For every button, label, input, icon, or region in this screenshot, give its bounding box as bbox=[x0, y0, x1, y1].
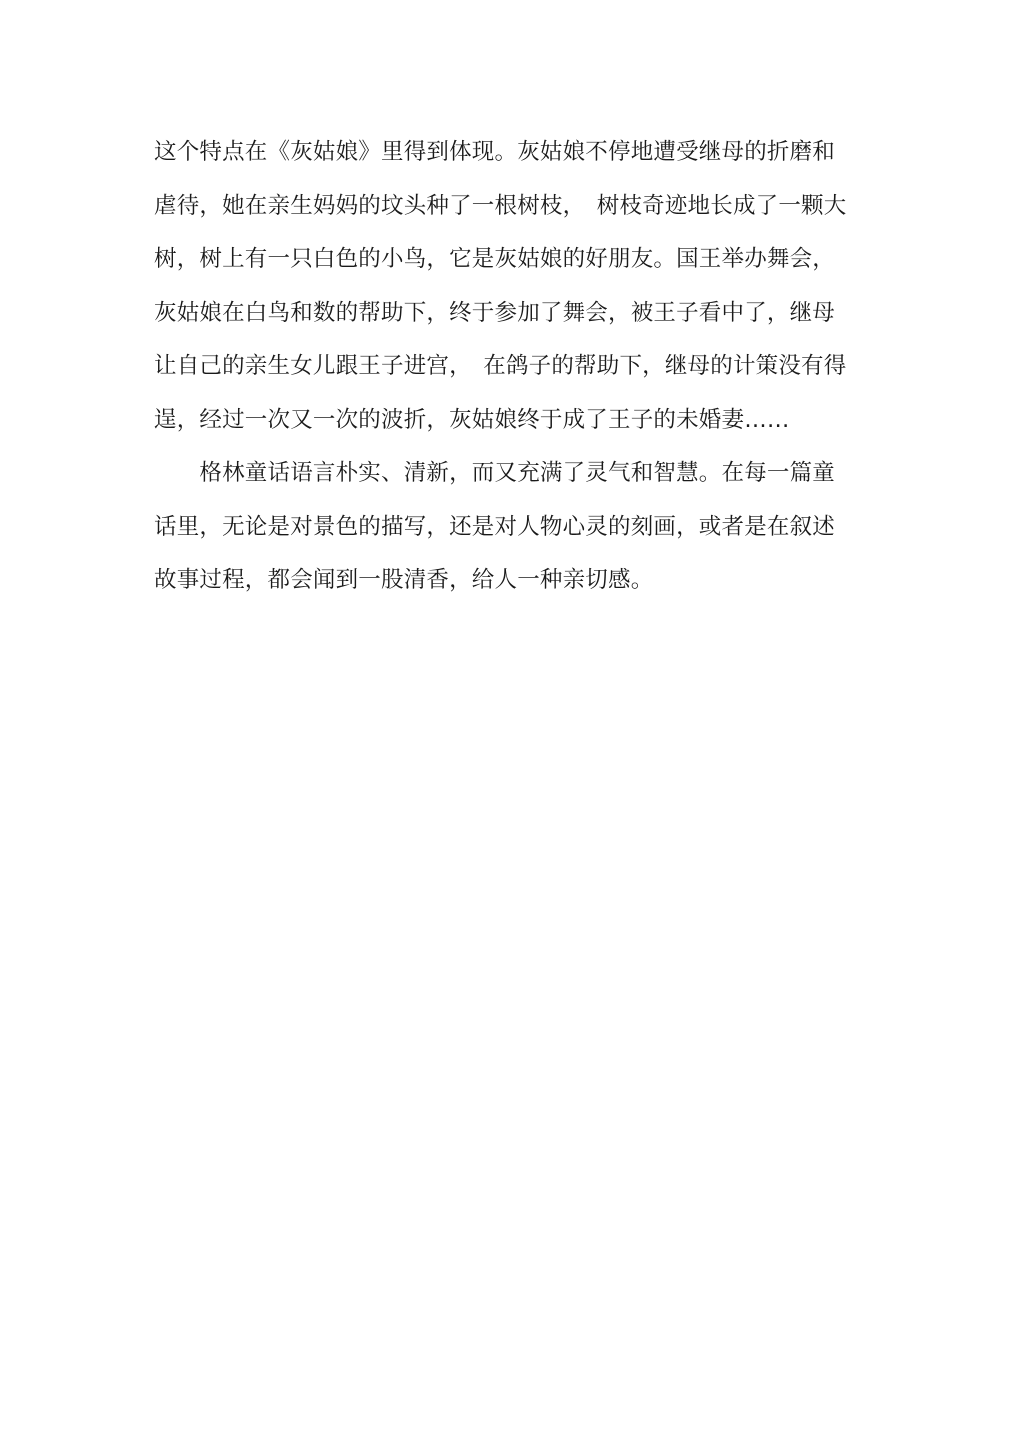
text-line: 逞，经过一次又一次的波折，灰姑娘终于成了王子的未婚妻…… bbox=[154, 406, 790, 433]
text-line: 虐待，她在亲生妈妈的坟头种了一根树枝， 树枝奇迹地长成了一颗大 bbox=[154, 192, 847, 219]
text-line: 灰姑娘在白鸟和数的帮助下，终于参加了舞会，被王子看中了，继母 bbox=[154, 299, 836, 326]
text-line: 树，树上有一只白色的小鸟，它是灰姑娘的好朋友。国王举办舞会， bbox=[154, 246, 836, 272]
text-line: 故事过程，都会闻到一股清香，给人一种亲切感。 bbox=[154, 567, 654, 593]
body-text bbox=[154, 130, 874, 612]
text-line: 让自己的亲生女儿跟王子进宫， 在鸽子的帮助下，继母的计策没有得 bbox=[154, 353, 847, 379]
text-line: 格林童话语言朴实、清新，而又充满了灵气和智慧。在每一篇童 bbox=[154, 460, 836, 486]
text-line: 话里，无论是对景色的描写，还是对人物心灵的刻画，或者是在叙述 bbox=[154, 513, 836, 540]
text-line: 这个特点在《灰姑娘》里得到体现。灰姑娘不停地遭受继母的折磨和 bbox=[154, 139, 836, 165]
